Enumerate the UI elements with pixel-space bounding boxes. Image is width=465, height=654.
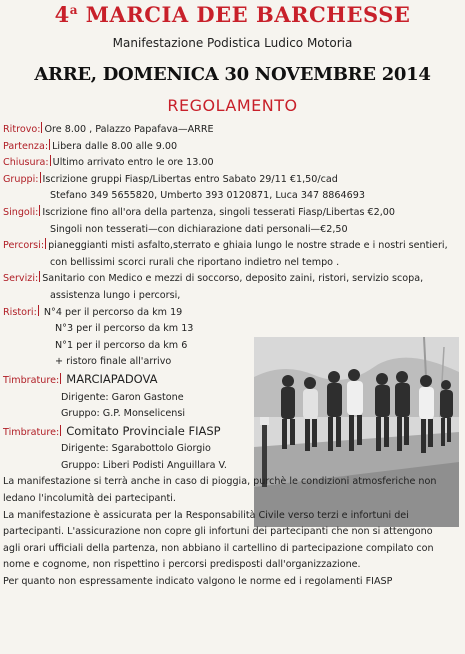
percorsi-line2: con bellissimi scorci rurali che riportano indietro nel tempo .: [50, 256, 340, 268]
text-partenza: Libera dalle 8.00 alle 9.00: [52, 140, 178, 152]
ristori-item: + ristoro finale all'arrivo: [55, 356, 172, 368]
timbrature2-gruppo: Gruppo: Liberi Podisti Anguillara V.: [61, 459, 227, 471]
ristori-item: N°3 per il percorso da km 13: [55, 323, 194, 335]
text-gruppi-line1: Iscrizione gruppi Fiasp/Libertas entro Sabato 29/11 €1,50/cad: [42, 173, 338, 185]
section-ritrovo: [3, 122, 463, 139]
title-text: MARCIA DEE BARCHESSE: [85, 2, 411, 27]
title-number: 4: [54, 2, 70, 27]
regulation-heading: REGOLAMENTO: [167, 96, 298, 115]
section-timbrature-2: [3, 423, 463, 442]
event-subtitle: Manifestazione Podistica Ludico Motoria: [112, 36, 353, 50]
servizi-line2: assistenza lungo i percorsi,: [50, 289, 181, 301]
divider: [50, 155, 51, 166]
timbrature2-name: Comitato Provinciale FIASP: [66, 423, 221, 438]
divider: [39, 271, 40, 282]
section-gruppi: [3, 172, 463, 189]
event-title: [0, 2, 465, 27]
text-singoli-line1: Iscrizione fino all'ora della partenza, singoli tesserati Fiasp/Libertas €2,00: [42, 206, 395, 218]
timbrature1-gruppo: Gruppo: G.P. Monselicensi: [61, 408, 186, 420]
label-ritrovo: Ritrovo:: [3, 124, 41, 135]
label-ristori: Ristori:: [3, 306, 37, 318]
divider: [45, 238, 46, 249]
title-suffix: a: [69, 3, 78, 17]
note-assicurazione-4: nome e cognome, non rispettino i percorsi predisposti dall'organizzazione.: [3, 559, 361, 571]
section-servizi: [3, 271, 463, 288]
label-timbrature: Timbrature:: [3, 374, 60, 386]
text-servizi-line1: Sanitario con Medico e mezzi di soccorso, deposito zaini, ristori, servizio scopa,: [42, 273, 424, 285]
timbrature2-dirigente: Dirigente: Sgarabottolo Giorgio: [61, 443, 211, 455]
divider: [60, 373, 61, 384]
note-assicurazione-1: La manifestazione è assicurata per la Responsabilità Civile verso terzi e infortuni dei: [3, 509, 409, 521]
section-partenza: [3, 139, 463, 156]
note-assicurazione-3: agli orari ufficiali della partenza, non abbiano il cartellino di partecipazione compilato con: [3, 542, 434, 554]
text-ritrovo: Ore 8.00 , Palazzo Papafava—ARRE: [44, 124, 214, 135]
text-percorsi-line1: pianeggianti misti asfalto,sterrato e ghiaia lungo le nostre strade e i nostri sentieri,: [48, 240, 448, 252]
divider: [38, 305, 39, 316]
note-pioggia-2: ledano l'incolumità dei partecipanti.: [3, 493, 176, 505]
divider: [40, 172, 41, 183]
label-chiusura: Chiusura:: [3, 157, 49, 169]
section-singoli: [3, 205, 463, 222]
note-assicurazione-2: partecipanti. L'assicurazione non copre gli infortuni dei partecipanti che non si attengono: [3, 526, 433, 538]
label-gruppi: Gruppi:: [3, 173, 39, 185]
note-fiasp: Per quanto non espressamente indicato valgono le norme ed i regolamenti FIASP: [3, 576, 393, 588]
section-percorsi: [3, 238, 463, 255]
divider: [41, 122, 42, 133]
ristori-item: N°1 per il percorso da km 6: [55, 339, 188, 351]
regulation-body: [3, 122, 463, 591]
timbrature1-name: MARCIAPADOVA: [66, 371, 158, 386]
gruppi-contacts: Stefano 349 5655820, Umberto 393 0120871, Luca 347 8864693: [50, 190, 365, 202]
label-singoli: Singoli:: [3, 206, 39, 218]
section-ristori: [3, 305, 463, 322]
label-partenza: Partenza:: [3, 140, 49, 152]
label-percorsi: Percorsi:: [3, 240, 45, 252]
singoli-line2: Singoli non tesserati—con dichiarazione dati personali—€2,50: [50, 223, 348, 235]
divider: [39, 205, 40, 216]
ristori-item: N°4 per il percorso da km 19: [43, 306, 183, 318]
label-timbrature: Timbrature:: [3, 426, 60, 438]
event-date: ARRE, DOMENICA 30 NOVEMBRE 2014: [34, 64, 431, 85]
text-chiusura: Ultimo arrivato entro le ore 13.00: [52, 157, 214, 169]
section-timbrature-1: [3, 371, 463, 390]
label-servizi: Servizi:: [3, 273, 39, 285]
section-chiusura: [3, 155, 463, 172]
timbrature1-dirigente: Dirigente: Garon Gastone: [61, 391, 184, 403]
divider: [60, 425, 61, 436]
divider: [49, 139, 50, 150]
note-pioggia-1: La manifestazione si terrà anche in caso di pioggia, purchè le condizioni atmosferiche non: [3, 476, 437, 488]
